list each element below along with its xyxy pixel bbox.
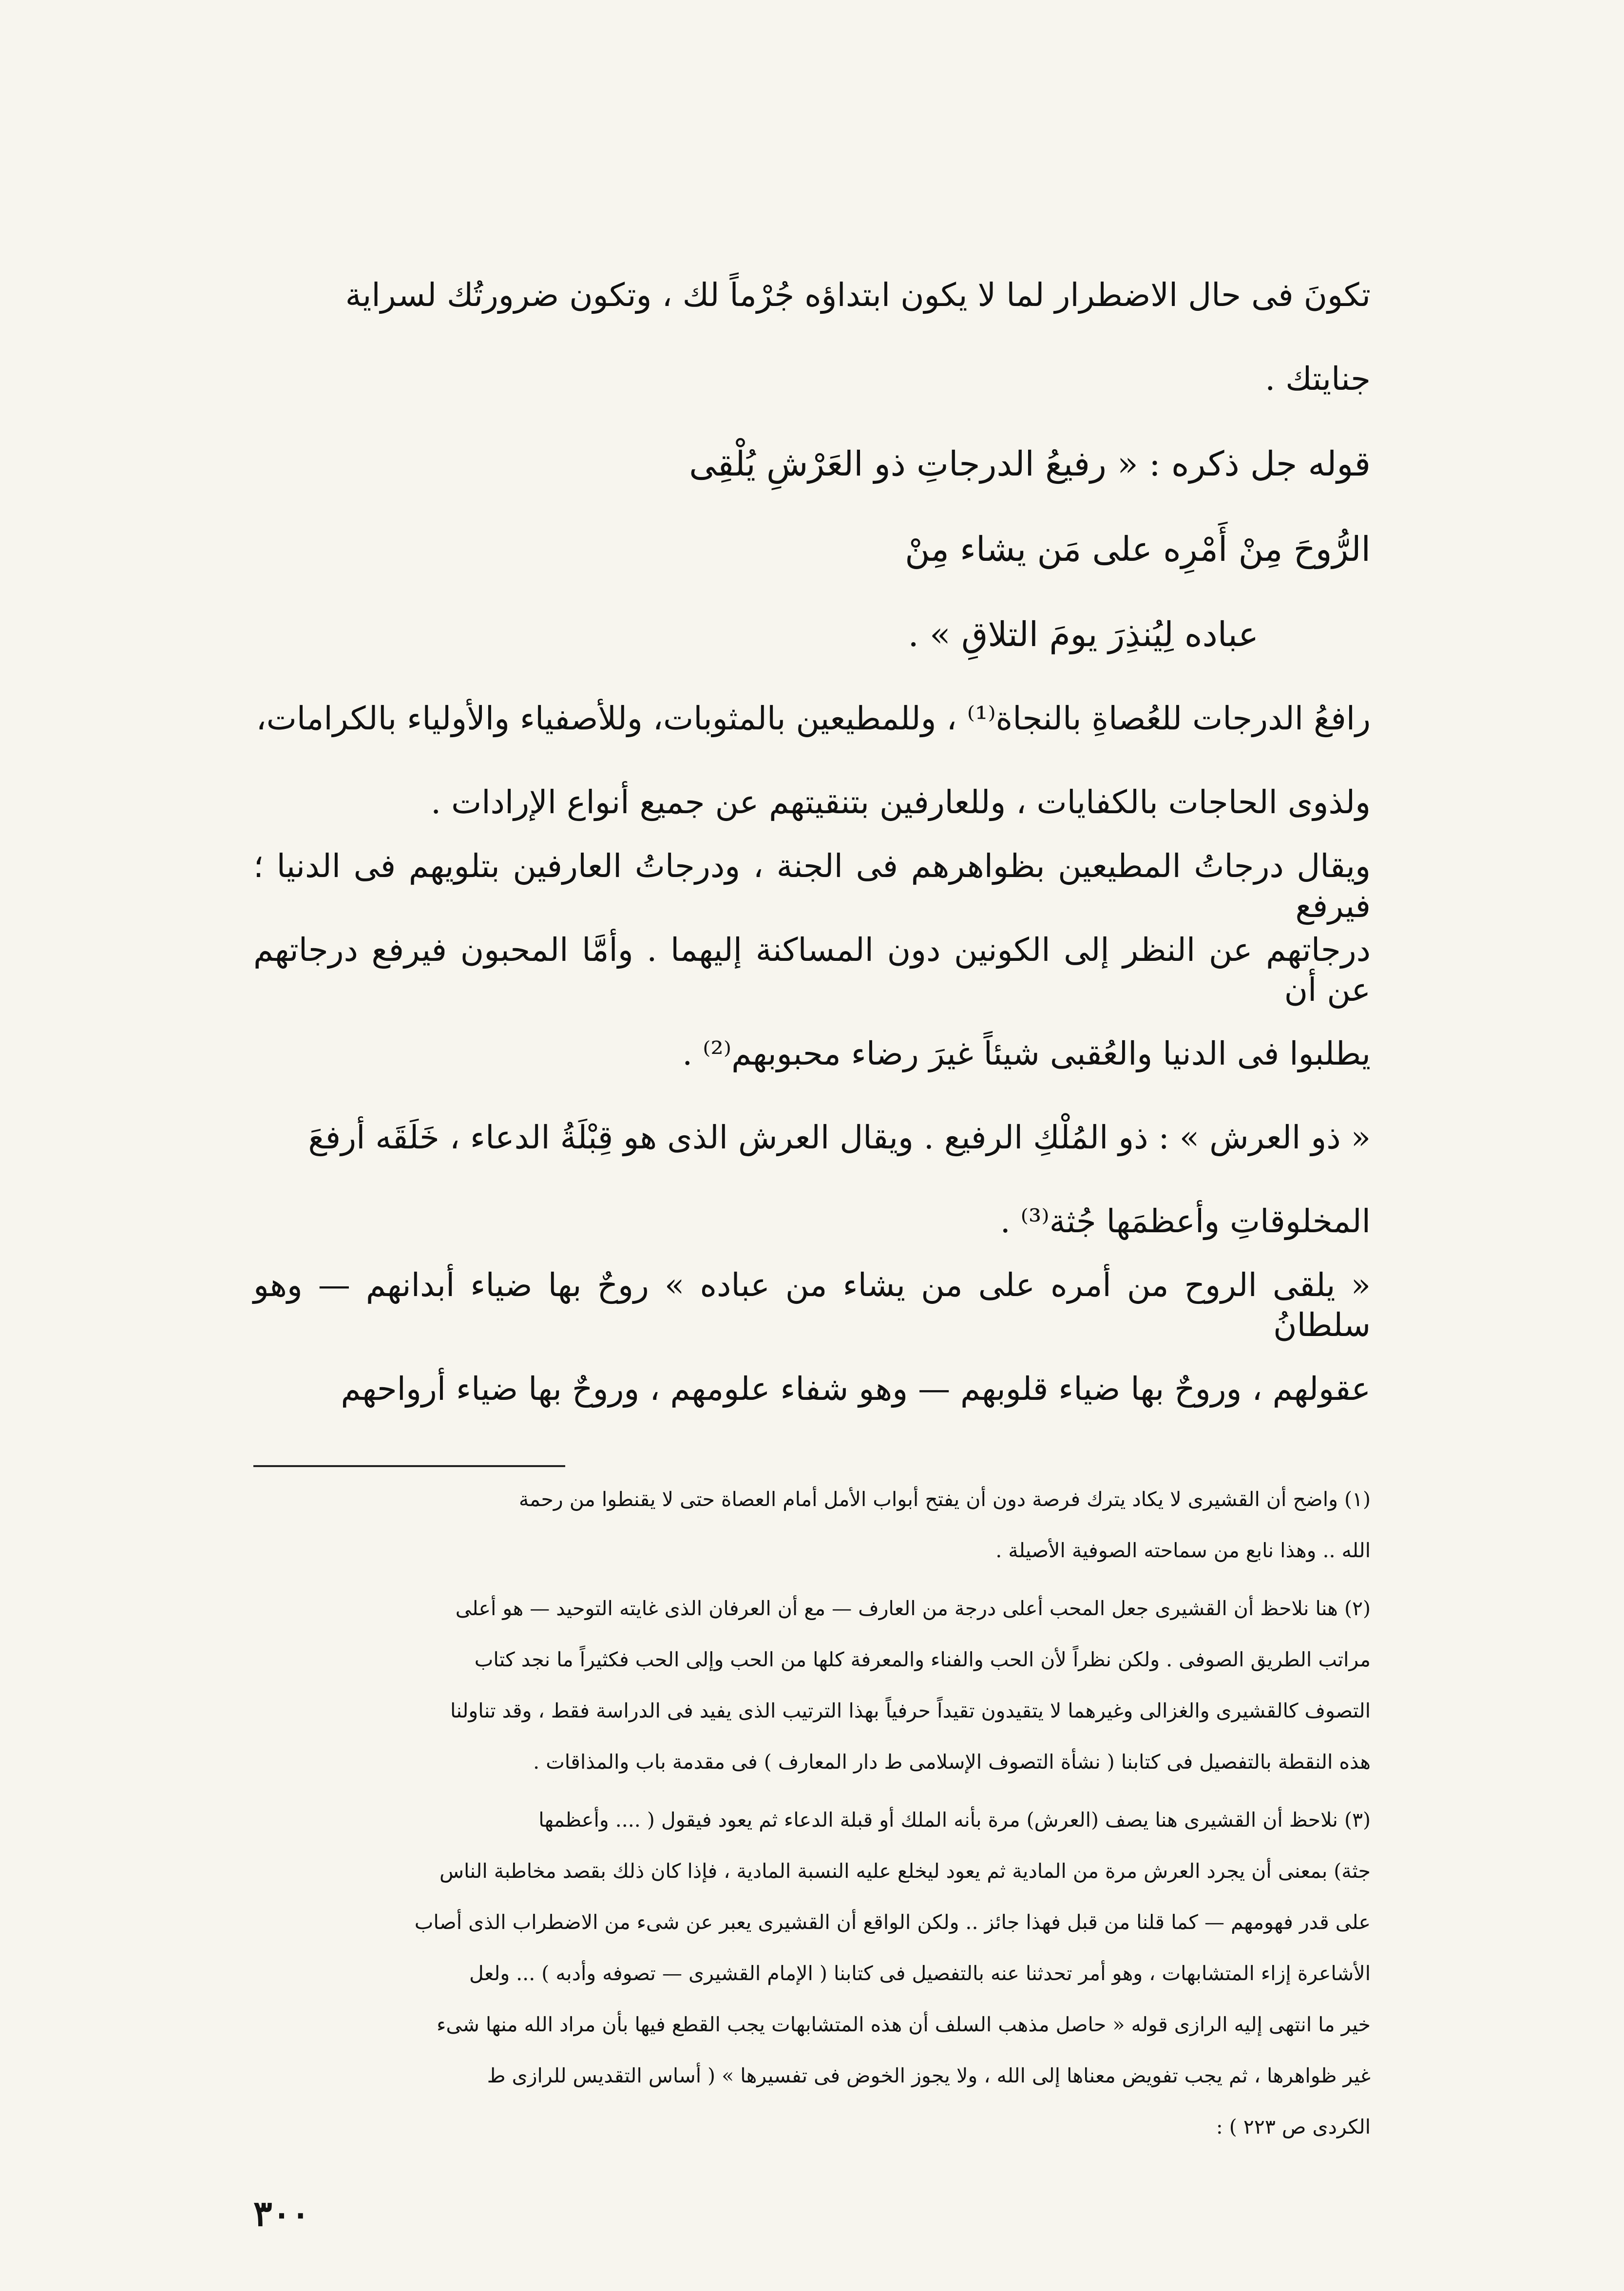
verse-line: الرُّوحَ مِنْ أَمْرِه على مَن يشاء مِنْ	[905, 529, 1371, 569]
text-line: ويقال درجاتُ المطيعين بظواهرهم فى الجنة ، ودرجاتُ العارفين بتلويهم فى الدنيا ؛ فيرفع	[253, 847, 1371, 925]
footnote-line: جثة) بمعنى أن يجرد العرش مرة من المادية ثم يعود ليخلع عليه النسبة المادية ، فإذا كان ذلك بقصد مخاطبة الناس	[439, 1859, 1371, 1883]
text-line: المخلوقاتِ وأعظمَها جُثة⁽³⁾ .	[1000, 1202, 1371, 1240]
footnote-line: الأشاعرة إزاء المتشابهات ، وهو أمر تحدثنا عنه بالتفصيل فى كتابنا ( الإمام القشيرى — تصوفه وأدبه ) ... ولعل	[469, 1962, 1371, 1985]
text-line: جنايتك .	[1265, 360, 1371, 398]
footnote-line: (٣) نلاحظ أن القشيرى هنا يصف (العرش) مرة بأنه الملك أو قبلة الدعاء ثم يعود فيقول ( .... وأعظمها	[538, 1808, 1371, 1832]
paragraph-2	[253, 844, 1371, 1096]
quran-verse	[253, 421, 1371, 677]
text-line: عقولهم ، وروحٌ بها ضياء قلوبهم — وهو شفاء علومهم ، وروحٌ بها ضياء أرواحهم	[341, 1370, 1371, 1408]
footnote-line: (٢) هنا نلاحظ أن القشيرى جعل المحب أعلى درجة من العارف — مع أن العرفان الذى غايته التوحيد — هو أعلى	[455, 1597, 1371, 1620]
text-line: تكونَ فى حال الاضطرار لما لا يكون ابتداؤه جُرْماً لك ، وتكون ضرورتُك لسراية	[345, 276, 1371, 314]
main-text	[253, 253, 1371, 1431]
page-number: ٣٠٠	[253, 2193, 310, 2234]
footnote-line: (١) واضح أن القشيرى لا يكاد يترك فرصة دون أن يفتح أبواب الأمل أمام العصاة حتى لا يقنطوا من رحمة	[518, 1488, 1371, 1511]
text-line: « ذو العرش » : ذو المُلْكِ الرفيع . ويقال العرش الذى هو قِبْلَةُ الدعاء ، خَلَقَه أرفعَ	[308, 1118, 1371, 1156]
footnote-line: التصوف كالقشيرى والغزالى وغيرهما لا يتقيدون تقيداً حرفياً بهذا الترتيب الذى يفيد فى الدراسة فقط ، وقد تناولنا	[450, 1699, 1371, 1722]
footnote-3	[253, 1807, 1371, 2165]
text-line: ولذوى الحاجات بالكفايات ، وللعارفين بتنقيتهم عن جميع أنواع الإرادات .	[431, 783, 1371, 821]
footnote-2	[253, 1596, 1371, 1800]
paragraph-1	[253, 677, 1371, 844]
footnote-line: على قدر فهومهم — كما قلنا من قبل فهذا جائز .. ولكن الواقع أن القشيرى يعبر عن شىء من الاضطراب الذى أصاب	[414, 1910, 1371, 1934]
footnote-line: مراتب الطريق الصوفى . ولكن نظراً لأن الحب والفناء والمعرفة كلها من الحب وإلى الحب فكثيراً ما نجد كتاب	[474, 1648, 1371, 1671]
text-line: « يلقى الروح من أمره على من يشاء من عباده » روحٌ بها ضياء أبدانهم — وهو سلطانُ	[253, 1266, 1371, 1344]
verse-line: عباده لِيُنذِرَ يومَ التلاقِ » .	[908, 614, 1259, 654]
footnote-1	[253, 1487, 1371, 1589]
intro-paragraph	[253, 253, 1371, 421]
footnote-line: هذه النقطة بالتفصيل فى كتابنا ( نشأة التصوف الإسلامى ط دار المعارف ) فى مقدمة باب والمذاقات .	[533, 1750, 1371, 1774]
paragraph-3	[253, 1096, 1371, 1263]
text-line: يطلبوا فى الدنيا والعُقبى شيئاً غيرَ رضاء محبوبهم⁽²⁾ .	[682, 1034, 1371, 1072]
footnote-line: الله .. وهذا نابع من سماحته الصوفية الأصيلة .	[995, 1539, 1371, 1562]
footnote-line: خير ما انتهى إليه الرازى قوله « حاصل مذهب السلف أن هذه المتشابهات يجب القطع فيها بأن مراد الله منها شىء	[437, 2013, 1371, 2036]
verse-line: قوله جل ذكره : « رفيعُ الدرجاتِ ذو العَرْشِ يُلْقِى	[689, 443, 1371, 484]
footnote-line: الكردى ص ٢٢٣ ) :	[1216, 2115, 1371, 2138]
text-line: درجاتهم عن النظر إلى الكونين دون المساكنة إليهما . وأمَّا المحبون فيرفع درجاتهم عن أن	[253, 931, 1371, 1009]
footnote-line: غير ظواهرها ، ثم يجب تفويض معناها إلى الله ، ولا يجوز الخوض فى تفسيرها » ( أساس التقديس للرازى ط	[487, 2064, 1371, 2087]
text-line: رافعُ الدرجات للعُصاةِ بالنجاة⁽¹⁾ ، وللمطيعين بالمثوبات، وللأصفياء والأولياء بالكرامات،	[256, 699, 1371, 737]
footnote-divider	[253, 1465, 565, 1467]
footnotes	[253, 1487, 1371, 2165]
paragraph-4	[253, 1263, 1371, 1431]
